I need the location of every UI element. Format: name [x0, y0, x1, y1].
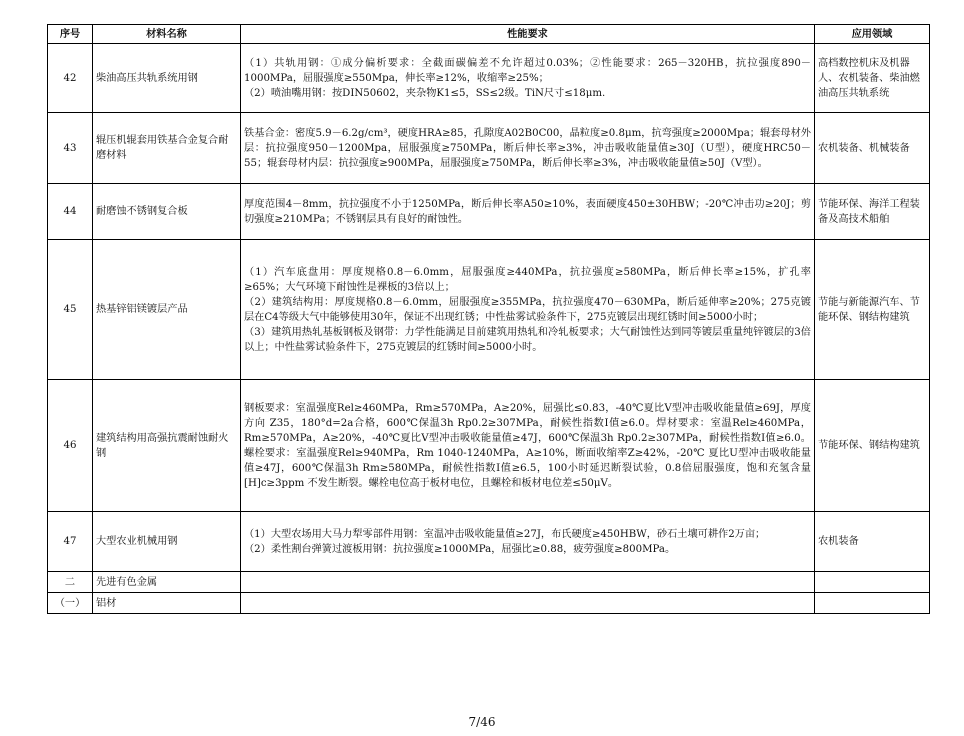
section-title: 铝材 [93, 593, 241, 614]
empty-cell [241, 572, 815, 593]
requirement-line: （2）建筑结构用：厚度规格0.8－6.0mm，屈服强度≥355MPa，抗拉强度470－630MPa，断后延伸率≥20%；275克镀层在C4等级大气中能够使用30年，保证不出现红锈；中性盐雾试验条件下，275克镀层出现红锈时间≥5000小时； [244, 296, 811, 323]
row-no: 43 [48, 113, 93, 184]
row-no: 47 [48, 512, 93, 572]
row-no: 46 [48, 380, 93, 512]
requirement-line: （1）共轨用钢：①成分偏析要求：全截面碳偏差不允许超过0.03%；②性能要求：265－320HB，抗拉强度890－1000MPa，屈服强度≥550Mpa，伸长率≥12%，收缩率≥25%； [244, 57, 811, 84]
table-row [48, 44, 930, 113]
row-material-name: 柴油高压共轨系统用钢 [93, 44, 241, 113]
empty-cell [815, 572, 930, 593]
table-row [48, 240, 930, 380]
row-requirements [241, 240, 815, 380]
row-application: 节能与新能源汽车、节能环保、钢结构建筑 [815, 240, 930, 380]
row-requirements [241, 113, 815, 184]
table-row [48, 113, 930, 184]
section-heading-row [48, 593, 930, 614]
section-title: 先进有色金属 [93, 572, 241, 593]
row-application: 农机装备 [815, 512, 930, 572]
requirement-line: （1）汽车底盘用：厚度规格0.8－6.0mm，屈服强度≥440MPa，抗拉强度≥580MPa，断后伸长率≥15%，扩孔率≥65%；大气环境下耐蚀性是裸板的3倍以上； [244, 266, 811, 293]
row-requirements [241, 512, 815, 572]
requirement-line: （2）柔性割台弹簧过渡板用钢：抗拉强度≥1000MPa，屈强比≥0.88，疲劳强度≥800MPa。 [244, 543, 676, 555]
row-material-name: 耐磨蚀不锈钢复合板 [93, 184, 241, 240]
table-header-row [48, 25, 930, 44]
table-row [48, 184, 930, 240]
header-requirements: 性能要求 [241, 25, 815, 44]
header-material-name: 材料名称 [93, 25, 241, 44]
requirement-line: （2）喷油嘴用钢：按DIN50602，夹杂物K1≤5，SS≤2级。TiN尺寸≤18μm. [244, 87, 606, 99]
header-application: 应用领域 [815, 25, 930, 44]
row-no: 44 [48, 184, 93, 240]
header-no: 序号 [48, 25, 93, 44]
row-requirements [241, 44, 815, 113]
requirement-line: 厚度范围4－8mm，抗拉强度不小于1250MPa，断后伸长率A50≥10%，表面硬度450±30HBW；-20℃冲击功≥20J；剪切强度≥210MPa；不锈钢层具有良好的耐蚀性。 [244, 198, 811, 225]
row-material-name: 大型农业机械用钢 [93, 512, 241, 572]
table-row [48, 512, 930, 572]
section-no: 二 [48, 572, 93, 593]
section-heading-row [48, 572, 930, 593]
row-application: 高档数控机床及机器人、农机装备、柴油燃油高压共轨系统 [815, 44, 930, 113]
section-no: （一） [48, 593, 93, 614]
row-requirements [241, 184, 815, 240]
row-application: 节能环保、海洋工程装备及高技术船舶 [815, 184, 930, 240]
row-material-name: 建筑结构用高强抗震耐蚀耐火钢 [93, 380, 241, 512]
requirement-line: 钢板要求：室温强度Rel≥460MPa，Rm≥570MPa，A≥20%，屈强比≤0.83，-40℃夏比V型冲击吸收能量值≥69J，厚度方向 Z35，180°d=2a合格，600℃保温3h Rp0.2≥307MPa，耐候性指数I值≥6.0。焊材要求：室温Rel≥460MPa，Rm≥570MPa，A≥20%，-40℃夏比V型冲击吸收能量值≥47J，600℃保温3h Rp0.2≥307MPa，耐候性指数I值≥6.0。螺栓要求：室温强度Rel≥940MPa，Rm 1040-1240MPa，A≥10%，断面收缩率Z≥42%，-20℃ 夏比U型冲击吸收能量值≥47J，600℃保温3h Rm≥580MPa，耐候性指数I值≥6.5，100小时延迟断裂试验，0.8倍屈服强度，饱和充氢含量[H]c≥3ppm 不发生断裂。螺栓电位高于板材电位，且螺栓和板材电位差≤50μV。 [244, 402, 811, 489]
empty-cell [241, 593, 815, 614]
table-row [48, 380, 930, 512]
requirement-line: （3）建筑用热轧基板钢板及钢带：力学性能满足目前建筑用热轧和冷轧板要求；大气耐蚀性达到同等镀层重量纯锌镀层的3倍以上；中性盐雾试验条件下，275克镀层的红锈时间≥5000小时。 [244, 326, 811, 353]
row-no: 42 [48, 44, 93, 113]
row-requirements [241, 380, 815, 512]
row-no: 45 [48, 240, 93, 380]
row-material-name: 辊压机辊套用铁基合金复合耐磨材料 [93, 113, 241, 184]
requirement-line: 铁基合金：密度5.9－6.2g/cm³，硬度HRA≥85，孔隙度A02B0C00，晶粒度≥0.8μm，抗弯强度≥2000Mpa；辊套母材外层：抗拉强度950－1200Mpa，屈服强度≥750MPa，断后伸长率≥3%，冲击吸收能量值≥30J（U型），硬度HRC50－55；辊套母材内层：抗拉强度≥900MPa，屈服强度≥750MPa，断后伸长率≥3%，冲击吸收能量值≥50J（V型）。 [244, 127, 811, 169]
row-application: 农机装备、机械装备 [815, 113, 930, 184]
material-spec-table [47, 24, 930, 614]
row-application: 节能环保、钢结构建筑 [815, 380, 930, 512]
row-material-name: 热基锌铝镁镀层产品 [93, 240, 241, 380]
page-number: 7/46 [468, 715, 496, 729]
requirement-line: （1）大型农场用大马力犁零部件用钢：室温冲击吸收能量值≥27J，布氏硬度≥450HBW，砂石土壤可耕作2万亩； [244, 528, 766, 540]
empty-cell [815, 593, 930, 614]
